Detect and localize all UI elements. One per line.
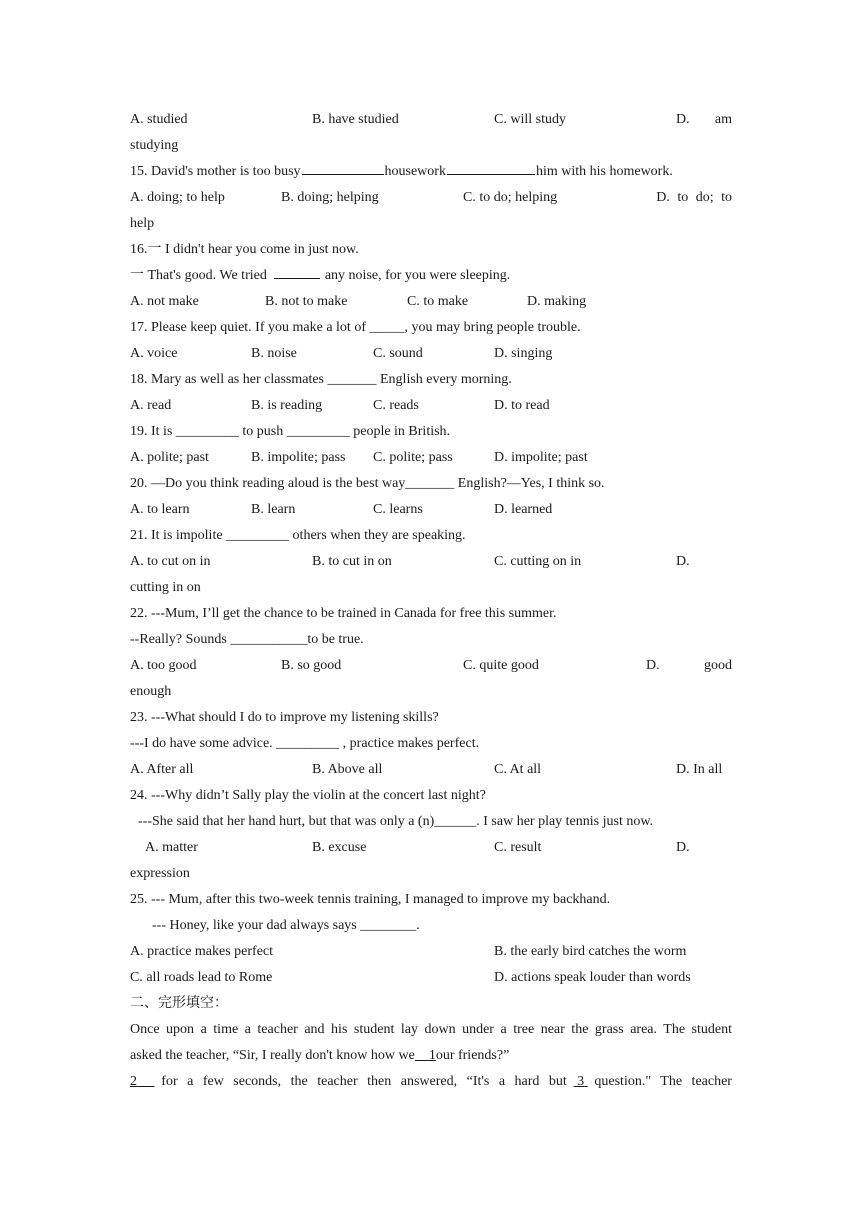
q22-option-b: B. so good (281, 658, 342, 673)
q14-options (130, 107, 732, 133)
q23-option-a: A. After all (130, 762, 194, 777)
q25-line1: 25. --- Mum, after this two-week tennis training, I managed to improve my backhand. (130, 892, 611, 907)
passage-line-2-a: asked the teacher, “Sir, I really don't know how we (130, 1048, 415, 1063)
q17-stem: 17. Please keep quiet. If you make a lot of _____, you may bring people trouble. (130, 320, 581, 335)
q21-option-wrap: cutting in on (130, 580, 201, 595)
q21-option-b: B. to cut in on (312, 554, 392, 569)
q24-option-wrap: expression (130, 866, 190, 881)
q18-stem: 18. Mary as well as her classmates _______ English every morning. (130, 372, 512, 387)
passage-line-1: Once upon a time a teacher and his student lay down under a tree near the grass area. The student (130, 1022, 732, 1037)
q19-option-b: B. impolite; pass (251, 450, 346, 465)
cloze-blank-1 (415, 1048, 436, 1063)
q15-options (130, 185, 732, 211)
q15-stem-b: housework (384, 164, 446, 179)
q23-options (130, 757, 732, 783)
q15-option-d: D. to do; to (656, 190, 732, 205)
q20-option-a: A. to learn (130, 502, 190, 517)
q19-option-c: C. polite; pass (373, 450, 453, 465)
q17-option-c: C. sound (373, 346, 423, 361)
q21-option-c: C. cutting on in (494, 554, 582, 569)
q23-option-c: C. At all (494, 762, 542, 777)
passage-line-3-text-a: for a few seconds, the teacher then answered, “It's a hard but (161, 1074, 567, 1089)
section-heading: 二、完形填空： (130, 996, 228, 1011)
q24-option-c: C. result (494, 840, 542, 855)
q16-line1: 16.一 I didn't hear you come in just now. (130, 242, 359, 257)
q15-stem-c: him with his homework. (535, 164, 673, 179)
q15-stem-a: 15. David's mother is too busy (130, 164, 301, 179)
q21-option-d-label: D. (676, 554, 690, 569)
q18-options (130, 393, 732, 419)
q21-stem: 21. It is impolite _________ others when they are speaking. (130, 528, 466, 543)
q16-option-d: D. making (527, 294, 587, 309)
q15-stem (130, 159, 732, 185)
q22-line1: 22. ---Mum, I’ll get the chance to be trained in Canada for free this summer. (130, 606, 557, 621)
q22-option-d-label: D. (646, 658, 660, 673)
cloze-blank-1-number: 1 (428, 1048, 436, 1063)
q24-line2: ---She said that her hand hurt, but that was only a (n)______. I saw her play tennis just now. (138, 814, 654, 829)
q18-option-c: C. reads (373, 398, 419, 413)
q19-stem: 19. It is _________ to push _________ people in British. (130, 424, 451, 439)
q14-option-d-text: am (714, 112, 732, 127)
q16-options (130, 289, 732, 315)
q14-option-c: C. will study (494, 112, 566, 127)
q16-option-a: A. not make (130, 294, 199, 309)
q25-option-a: A. practice makes perfect (130, 944, 274, 959)
passage-line-3-start (130, 1069, 155, 1095)
q21-option-a: A. to cut on in (130, 554, 211, 569)
q22-option-c: C. quite good (463, 658, 539, 673)
passage-line-3 (130, 1069, 732, 1095)
q15-option-a: A. doing; to help (130, 190, 225, 205)
q14-option-b: B. have studied (312, 112, 399, 127)
q16-option-c: C. to make (407, 294, 469, 309)
q24-option-a: A. matter (145, 840, 198, 855)
q22-option-a: A. too good (130, 658, 197, 673)
q15-option-wrap: help (130, 216, 155, 231)
q25-option-b: B. the early bird catches the worm (494, 944, 687, 959)
q22-option-d-text: good (704, 658, 732, 673)
answer-blank (447, 159, 535, 175)
q24-options (130, 835, 732, 861)
worksheet-page (130, 107, 732, 1095)
q23-option-b: B. Above all (312, 762, 383, 777)
q14-option-wrap: studying (130, 138, 179, 153)
q15-option-b: B. doing; helping (281, 190, 379, 205)
q18-option-d: D. to read (494, 398, 550, 413)
q22-options (130, 653, 732, 679)
q19-option-a: A. polite; past (130, 450, 209, 465)
q24-option-d-label: D. (676, 840, 690, 855)
cloze-blank-3 (574, 1069, 588, 1095)
cloze-blank-2-number: 2 (130, 1074, 137, 1089)
q25-option-c: C. all roads lead to Rome (130, 970, 273, 985)
passage-line-2-b: our friends?” (435, 1048, 510, 1063)
q23-option-d: D. In all (676, 762, 723, 777)
q20-option-c: C. learns (373, 502, 423, 517)
q20-options (130, 497, 732, 523)
q20-option-d: D. learned (494, 502, 553, 517)
q15-option-c: C. to do; helping (463, 190, 558, 205)
passage-line-3-text-b: question." The teacher (594, 1074, 732, 1089)
q19-option-d: D. impolite; past (494, 450, 588, 465)
q24-option-b: B. excuse (312, 840, 367, 855)
q25-line2: --- Honey, like your dad always says ________. (152, 918, 420, 933)
answer-blank (274, 263, 320, 279)
q25-options-row2 (130, 965, 732, 991)
q14-option-d-label: D. (676, 112, 690, 127)
q18-option-b: B. is reading (251, 398, 323, 413)
q17-option-b: B. noise (251, 346, 297, 361)
q22-option-wrap: enough (130, 684, 172, 699)
answer-blank (302, 159, 384, 175)
q23-line2: ---I do have some advice. _________ , practice makes perfect. (130, 736, 480, 751)
q19-options (130, 445, 732, 471)
cloze-blank-3-number: 3 (577, 1074, 585, 1089)
q14-option-a: A. studied (130, 112, 188, 127)
q16-line2-b: any noise, for you were sleeping. (321, 268, 511, 283)
q18-option-a: A. read (130, 398, 172, 413)
q17-option-d: D. singing (494, 346, 553, 361)
q24-line1: 24. ---Why didn’t Sally play the violin at the concert last night? (130, 788, 486, 803)
q20-option-b: B. learn (251, 502, 296, 517)
q23-line1: 23. ---What should I do to improve my listening skills? (130, 710, 439, 725)
passage-line-2 (130, 1043, 732, 1069)
q21-options (130, 549, 732, 575)
q25-options-row1 (130, 939, 732, 965)
q17-option-a: A. voice (130, 346, 178, 361)
q20-stem: 20. —Do you think reading aloud is the best way_______ English?—Yes, I think so. (130, 476, 605, 491)
q25-option-d: D. actions speak louder than words (494, 970, 691, 985)
cloze-blank-2 (130, 1074, 155, 1089)
q16-line2-a: 一 That's good. We tried (130, 268, 271, 283)
q16-option-b: B. not to make (265, 294, 348, 309)
q16-line2 (130, 263, 732, 289)
q17-options (130, 341, 732, 367)
q22-line2: --Really? Sounds ___________to be true. (130, 632, 364, 647)
